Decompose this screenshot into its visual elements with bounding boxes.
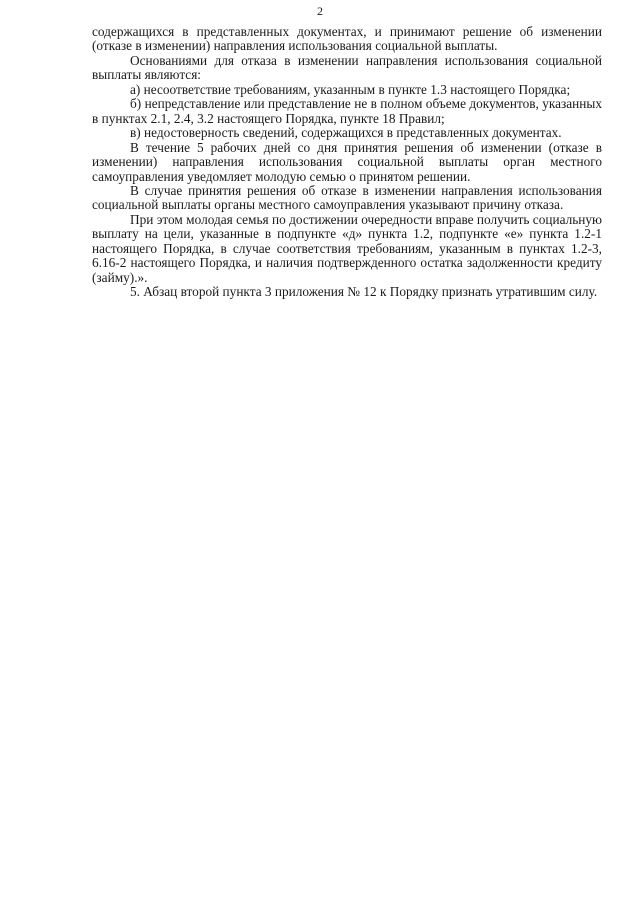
paragraph-refusal-reason: В случае принятия решения об отказе в изменении направления использования социальной выплаты органы местного самоуправления указывают причину отказа. xyxy=(92,182,602,213)
paragraph-item-5: 5. Абзац второй пункта 3 приложения № 12 к Порядку признать утратившим силу. xyxy=(130,284,598,300)
document-body xyxy=(92,25,602,300)
paragraph-refusal-grounds: Основаниями для отказа в изменении направления использования социальной выплаты являются: xyxy=(92,52,602,83)
paragraph-item-c: в) недостоверность сведений, содержащихся в представленных документах. xyxy=(130,125,562,141)
paragraph-item-a: а) несоответствие требованиям, указанным в пункте 1.3 настоящего Порядка; xyxy=(130,81,571,97)
paragraph-eligibility: При этом молодая семья по достижении очередности вправе получить социальную выплату на цели, указанные в подпункте «д» пункта 1.2, подпункте «е» пункта 1.2-1 настоящего Порядка, в случае соответствия требованиям, указанным в пунктах 1.2-3, 6.16-2 настоящего Порядка, и наличия подтвержденного остатка задолженности кредиту (займу).». xyxy=(92,211,602,285)
paragraph-item-b: б) непредставление или представление не в полном объеме документов, указанных в пунктах 2.1, 2.4, 3.2 настоящего Порядка, пункте 18 Правил; xyxy=(92,96,602,126)
paragraph-continuation: содержащихся в представленных документах, и принимают решение об изменении (отказе в изменении) направления использования социальной выплаты. xyxy=(92,24,602,54)
paragraph-notification-deadline: В течение 5 рабочих дней со дня принятия решения об изменении (отказе в изменении) направления использования социальной выплаты орган местного самоуправления уведомляет молодую семью о принятом решении. xyxy=(92,139,602,184)
page-number: 2 xyxy=(317,4,323,18)
